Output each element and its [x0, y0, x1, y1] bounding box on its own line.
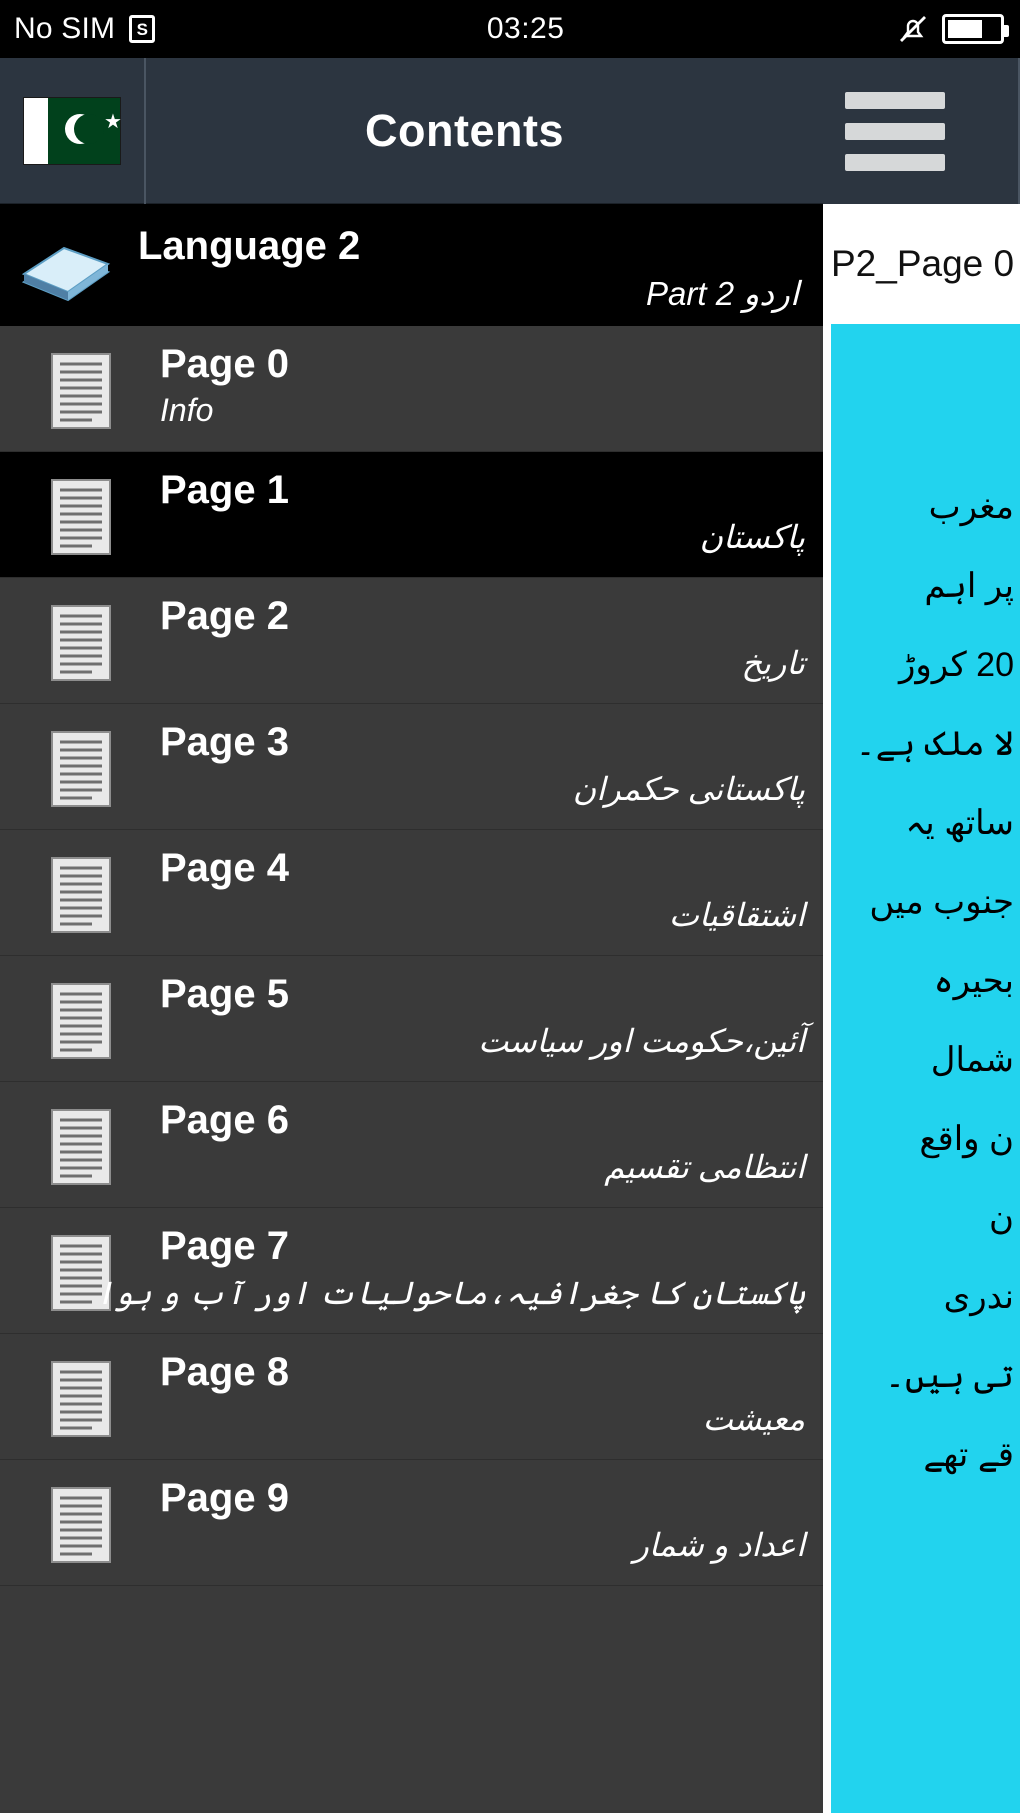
list-item-title: Page 5 [160, 972, 289, 1016]
contents-panel [0, 58, 823, 1813]
status-bar [0, 0, 1020, 58]
list-item[interactable] [0, 1082, 823, 1208]
status-bar-right [896, 12, 1020, 46]
content-line: مغرب [928, 488, 1014, 526]
document-icon [48, 604, 116, 684]
list-item-subtitle: پاکستان کا جغرافیہ،ماحولیات اور آب و ہوا [95, 1275, 805, 1311]
list-item[interactable] [0, 956, 823, 1082]
list-item[interactable] [0, 1334, 823, 1460]
list-item-subtitle: Info [160, 392, 214, 428]
list-item-subtitle: اشتقاقیات [668, 897, 805, 933]
document-icon [48, 856, 116, 936]
content-line: ندری [943, 1278, 1014, 1316]
document-icon [48, 730, 116, 810]
document-icon [48, 352, 116, 432]
list-item-title: Page 3 [160, 720, 289, 764]
clock-label: 03:25 [486, 12, 565, 45]
content-line: 20 کروڑ [898, 646, 1014, 684]
content-line: ساتھ یہ [905, 804, 1014, 842]
document-icon [48, 1360, 116, 1440]
document-icon [48, 1486, 116, 1566]
content-line: بحیرہ [933, 962, 1014, 1000]
list-item-title: Page 0 [160, 342, 289, 386]
content-line: لا ملک ہے۔ [855, 725, 1014, 763]
content-page-panel [823, 58, 1020, 1813]
content-line: پر اہم [924, 567, 1014, 605]
status-bar-left [0, 12, 155, 46]
pakistan-flag-icon[interactable]: ★ [0, 58, 146, 204]
document-icon [48, 1108, 116, 1188]
carrier-label: No SIM [14, 12, 116, 45]
document-icon [48, 478, 116, 558]
list-item-title: Page 1 [160, 468, 289, 512]
list-item-subtitle: تاریخ [741, 645, 805, 681]
list-item-subtitle: معیشت [702, 1401, 805, 1437]
battery-icon [942, 14, 1004, 44]
book-header[interactable] [0, 204, 823, 326]
list-item[interactable] [0, 830, 823, 956]
book-title: Language 2 [138, 224, 361, 268]
list-item-title: Page 6 [160, 1098, 289, 1142]
list-item-subtitle: آئین،حکومت اور سیاست [478, 1023, 805, 1059]
book-subtitle: اردو Part 2 [646, 275, 799, 312]
document-icon [48, 982, 116, 1062]
content-line: ن [989, 1199, 1014, 1237]
list-item-title: Page 9 [160, 1476, 289, 1520]
list-item-title: Page 2 [160, 594, 289, 638]
list-item-subtitle: پاکستانی حکمران [572, 771, 805, 807]
list-item[interactable] [0, 452, 823, 578]
content-line: ن واقع [919, 1120, 1014, 1158]
list-item-title: Page 7 [160, 1224, 289, 1268]
list-item-subtitle: اعداد و شمار [633, 1527, 805, 1563]
content-line: جنوب میں [869, 883, 1014, 921]
hamburger-menu-icon[interactable] [823, 58, 1020, 204]
list-item[interactable] [0, 704, 823, 830]
content-page-header [823, 204, 1020, 324]
app-title-bar [0, 58, 823, 204]
mute-bell-icon [896, 12, 930, 46]
list-item[interactable] [0, 1460, 823, 1586]
list-item[interactable] [0, 326, 823, 452]
book-icon [20, 238, 112, 304]
list-item[interactable] [0, 1208, 823, 1334]
page-title: Contents [365, 104, 564, 156]
list-item[interactable] [0, 578, 823, 704]
list-item-title: Page 8 [160, 1350, 289, 1394]
list-item-title: Page 4 [160, 846, 289, 890]
content-line: شمال [930, 1041, 1014, 1079]
sd-card-icon: S [129, 15, 155, 43]
content-line: تی ہیں۔ [885, 1357, 1014, 1395]
content-text-area[interactable] [831, 324, 1020, 1813]
list-item-subtitle: پاکستان [699, 519, 805, 555]
list-item-subtitle: انتظامی تقسیم [604, 1149, 805, 1185]
content-line: قے تھے [923, 1436, 1014, 1474]
content-page-label: P2_Page 0 [831, 243, 1015, 284]
